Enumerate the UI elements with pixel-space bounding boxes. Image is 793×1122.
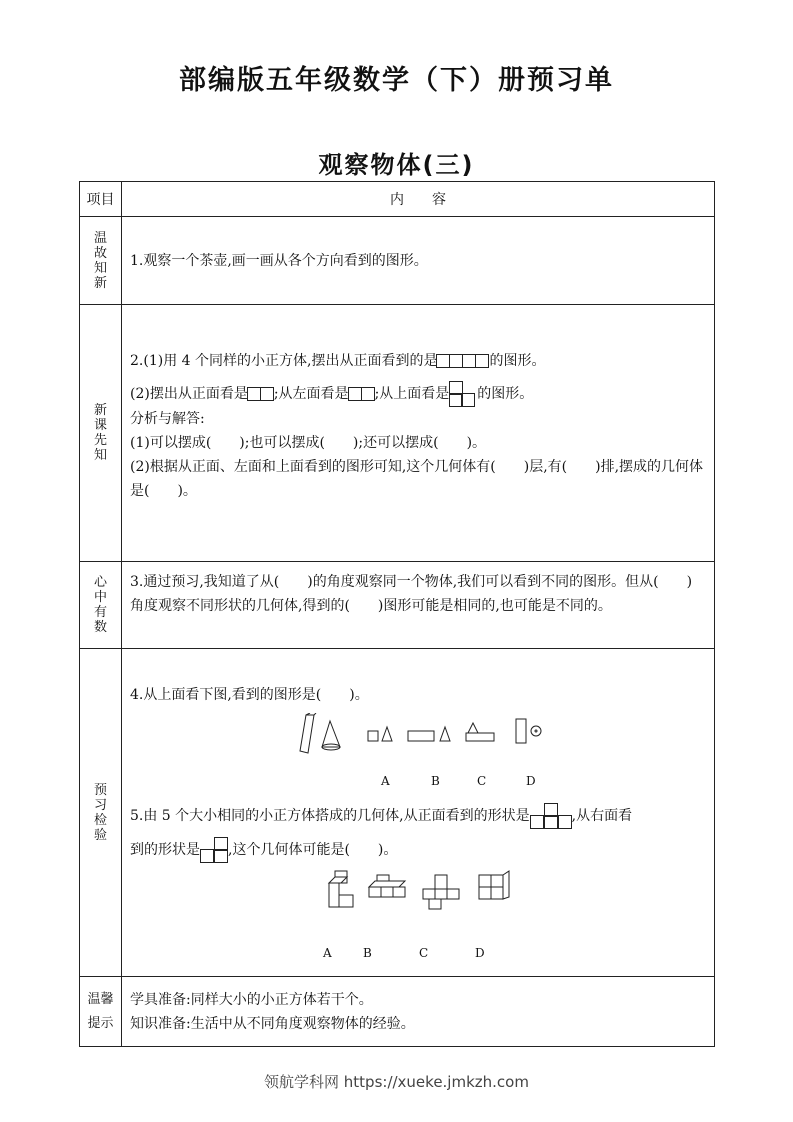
- question-5-line1: [130, 803, 706, 829]
- q4-option-b: B: [431, 774, 440, 788]
- table-row: [80, 305, 715, 562]
- analysis-1: (1)可以摆成( );也可以摆成( );还可以摆成( )。: [130, 435, 487, 451]
- row-label: 心中有数: [93, 575, 107, 635]
- q5-option-b: B: [363, 946, 372, 960]
- question-5-line2: [130, 837, 706, 863]
- q5-text-b: ,从右面看: [571, 808, 633, 824]
- worksheet-table: [79, 181, 715, 1047]
- page-subtitle: 观察物体(三): [318, 151, 475, 179]
- q5-cubes-figure: [323, 869, 513, 925]
- table-row: [80, 217, 715, 305]
- question-4: 4.从上面看下图,看到的图形是( )。: [130, 687, 369, 703]
- q2-line2-top: ;从上面看是: [374, 386, 450, 402]
- q2-line2-text: (2)摆出从正面看是: [130, 386, 248, 402]
- q5-option-d: D: [475, 946, 485, 960]
- q5-option-c: C: [419, 946, 429, 960]
- question-2-part2: [130, 381, 706, 407]
- row-content-cell: [122, 562, 715, 649]
- tip-knowledge: 知识准备:生活中从不同角度观察物体的经验。: [130, 1015, 415, 1032]
- row-label-cell: [80, 217, 122, 305]
- q4-option-d: D: [526, 774, 536, 788]
- row-label-cell: [80, 562, 122, 649]
- header-item-cell: [80, 182, 122, 217]
- q2-line2-left: ;从左面看是: [273, 386, 349, 402]
- row-label-cell: [80, 305, 122, 562]
- question-1: 1.观察一个茶壶,画一画从各个方向看到的图形。: [130, 252, 428, 269]
- q5-option-labels: [323, 941, 513, 960]
- footer-watermark: 领航学科网 https://xueke.jmkzh.com: [264, 1073, 529, 1091]
- question-2-part1: [130, 349, 706, 373]
- header-item-label: 项目: [86, 192, 115, 208]
- q4-figures: [130, 713, 706, 788]
- row-label-cell: [80, 977, 122, 1047]
- right-view-figure: [200, 837, 228, 863]
- table-header-row: [80, 182, 715, 217]
- table-row: [80, 649, 715, 977]
- q5-text-a: 5.由 5 个大小相同的小正方体搭成的几何体,从正面看到的形状是: [130, 808, 530, 824]
- q4-option-labels: [288, 769, 548, 788]
- header-content-cell: [122, 182, 715, 217]
- row-label: 预习检验: [93, 782, 107, 843]
- question-3: 3.通过预习,我知道了从( )的角度观察同一个物体,我们可以看到不同的图形。但从( )角度观察不同形状的几何体,得到的( )图形可能是相同的,也可能是不同的。: [130, 574, 693, 614]
- q5-text-c: 到的形状是: [130, 842, 200, 858]
- header-content-label: 内 容: [390, 192, 446, 208]
- q2-line1-end: 的图形。: [489, 353, 546, 369]
- row-label: 新课先知: [93, 403, 107, 463]
- two-squares-figure-left: [349, 387, 375, 401]
- four-squares-figure: [437, 354, 489, 368]
- l-shape-figure: [449, 381, 477, 407]
- analysis-2: (2)根据从正面、左面和上面看到的图形可知,这个几何体有( )层,有( )排,摆成的几何体是( )。: [130, 459, 704, 499]
- q5-text-d: ,这个几何体可能是( )。: [228, 842, 398, 858]
- two-squares-figure: [248, 387, 274, 401]
- row-content-cell: [122, 977, 715, 1047]
- q4-option-c: C: [477, 774, 487, 788]
- analysis-title: 分析与解答:: [130, 411, 205, 427]
- row-label: 温馨提示: [87, 991, 114, 1031]
- page-title: 部编版五年级数学（下）册预习单: [179, 65, 614, 96]
- q2-line2-end: 的图形。: [477, 386, 534, 402]
- row-content-cell: [122, 217, 715, 305]
- q4-option-a: A: [381, 774, 390, 788]
- row-content-cell: [122, 305, 715, 562]
- row-label: 温故知新: [93, 230, 107, 291]
- q4-solids-figure: [288, 713, 548, 761]
- front-view-figure: [530, 803, 572, 829]
- row-content-cell: [122, 649, 715, 977]
- table-row: [80, 562, 715, 649]
- tip-tools: 学具准备:同样大小的小正方体若干个。: [130, 991, 373, 1008]
- row-label-cell: [80, 649, 122, 977]
- q2-line1-text: 2.(1)用 4 个同样的小正方体,摆出从正面看到的是: [130, 353, 438, 369]
- q5-figures: [130, 869, 706, 960]
- table-row: [80, 977, 715, 1047]
- q5-option-a: A: [323, 946, 332, 960]
